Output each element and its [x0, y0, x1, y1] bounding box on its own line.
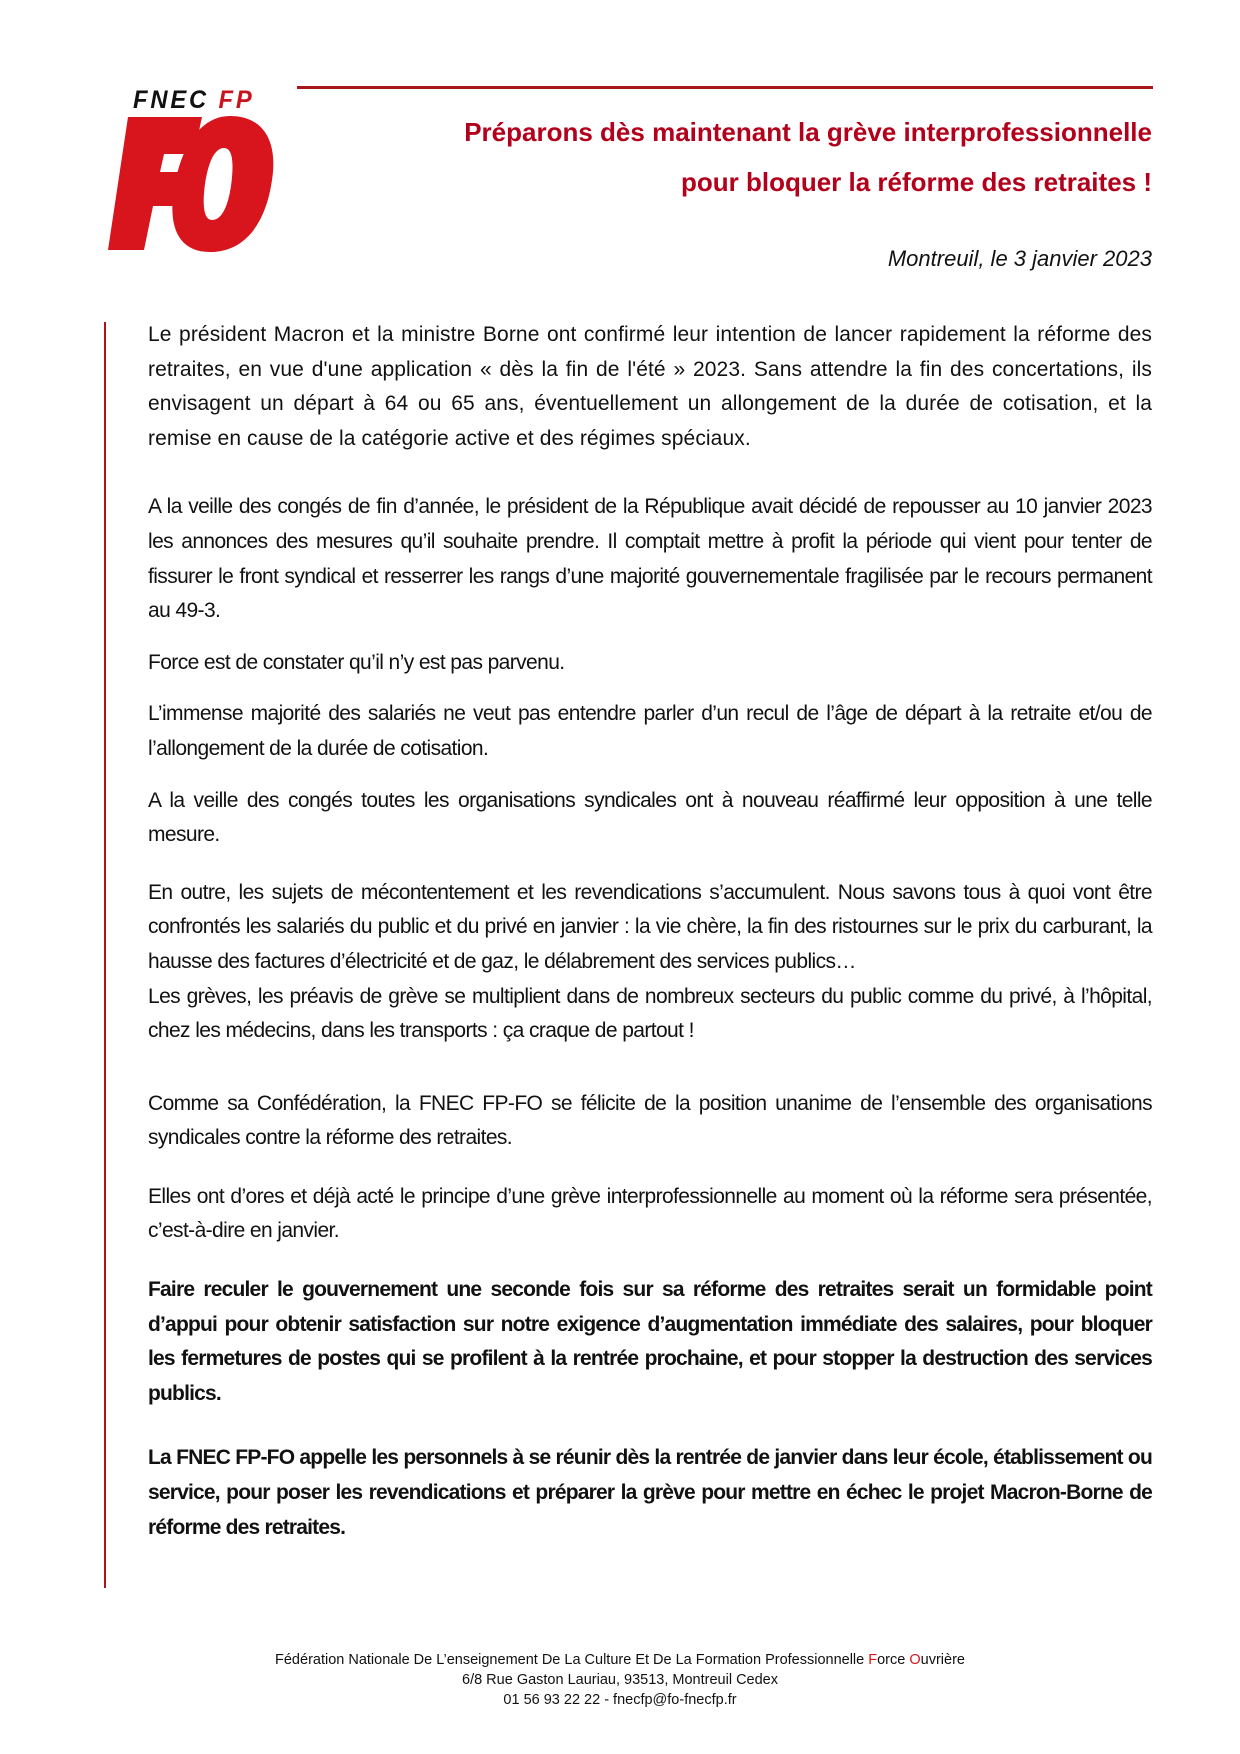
footer-address: 6/8 Rue Gaston Lauriau, 93513, Montreuil Cedex: [462, 1672, 778, 1688]
paragraph-mecontentement: En outre, les sujets de mécontentement et les revendications s’accumulent. Nous savons tous à quoi vont être confrontés les salariés du public et du privé en janvier : la vie chère, la fin des ristournes sur le prix du carburant, la hausse des factures d’électricité et de gaz, le délabrement des services publics…: [148, 880, 1152, 973]
footer-O-red: O: [909, 1652, 921, 1668]
paragraph-greves: Les grèves, les préavis de grève se multiplient dans de nombreux secteurs du public comme du privé, à l’hôpital, chez les médecins, dans les transports : ça craque de partout !: [148, 984, 1152, 1043]
footer-contact: 01 56 93 22 22 - fnecfp@fo-fnecfp.fr: [503, 1692, 737, 1708]
logo-fnec-fp-text: [133, 86, 255, 115]
page-title-line1: Préparons dès maintenant la grève interprofessionnelle: [464, 117, 1152, 147]
fnec-fp-fo-logo: [106, 84, 278, 254]
footer-F-red: F: [868, 1652, 878, 1668]
logo-fp-text: FP: [218, 86, 255, 114]
document-date: Montreuil, le 3 janvier 2023: [887, 246, 1152, 271]
paragraph-intro: Le président Macron et la ministre Borne ont confirmé leur intention de lancer rapidement la réforme des retraites, en vue d'une application « dès la fin de l'été » 2023. Sans attendre la fin des concertations, ils envisagent un départ à 64 ou 65 ans, éventuellement un allongement de la durée de cotisation, et la remise en cause de la catégorie active et des régimes spéciaux.: [148, 323, 1152, 450]
header-rule: [297, 86, 1153, 89]
paragraph-greve-interpro: Elles ont d’ores et déjà acté le principe d’une grève interprofessionnelle au moment où la réforme sera présentée, c’est-à-dire en janvier.: [148, 1184, 1152, 1243]
fo-logo-icon: [106, 114, 278, 254]
logo-fnec-text: FNEC: [133, 86, 210, 114]
paragraph-organisations: A la veille des congés toutes les organisations syndicales ont à nouveau réaffirmé leur opposition à une telle mesure.: [148, 788, 1152, 847]
paragraph-constat: Force est de constater qu’il n’y est pas parvenu.: [148, 650, 565, 674]
footer-uvriere: uvrière: [920, 1652, 965, 1668]
paragraph-faire-reculer: Faire reculer le gouvernement une seconde fois sur sa réforme des retraites serait un formidable point d’appui pour obtenir satisfaction sur notre exigence d’augmentation immédiate des salaires, pour bloquer les fermetures de postes qui se profilent à la rentrée prochaine, et pour stopper la destruction des services publics.: [148, 1278, 1152, 1405]
paragraph-appel: La FNEC FP-FO appelle les personnels à se réunir dès la rentrée de janvier dans leur école, établissement ou service, pour poser les revendications et préparer la grève pour mettre en échec le projet Macron-Borne de réforme des retraites.: [148, 1446, 1152, 1539]
left-margin-rule: [104, 322, 106, 1588]
footer-organisation: [0, 1650, 1240, 1670]
paragraph-confederation: Comme sa Confédération, la FNEC FP-FO se félicite de la position unanime de l’ensemble des organisations syndicales contre la réforme des retraites.: [148, 1091, 1152, 1150]
paragraph-annonces: A la veille des congés de fin d’année, le président de la République avait décidé de repousser au 10 janvier 2023 les annonces des mesures qu’il souhaite prendre. Il comptait mettre à profit la période qui vient pour tenter de fissurer le front syndical et resserrer les rangs d’une majorité gouvernementale fragilisée par le recours permanent au 49-3.: [148, 495, 1152, 623]
footer: [0, 1650, 1240, 1710]
document-body: [148, 318, 1152, 1545]
footer-org-name: Fédération Nationale De L’enseignement De La Culture Et De La Formation Professionnelle: [275, 1652, 869, 1668]
paragraph-majorite: L’immense majorité des salariés ne veut pas entendre parler d’un recul de l’âge de départ à la retraite et/ou de l’allongement de la durée de cotisation.: [148, 702, 1152, 760]
page-title-line2: pour bloquer la réforme des retraites !: [680, 167, 1152, 197]
footer-orce: orce: [877, 1652, 910, 1668]
